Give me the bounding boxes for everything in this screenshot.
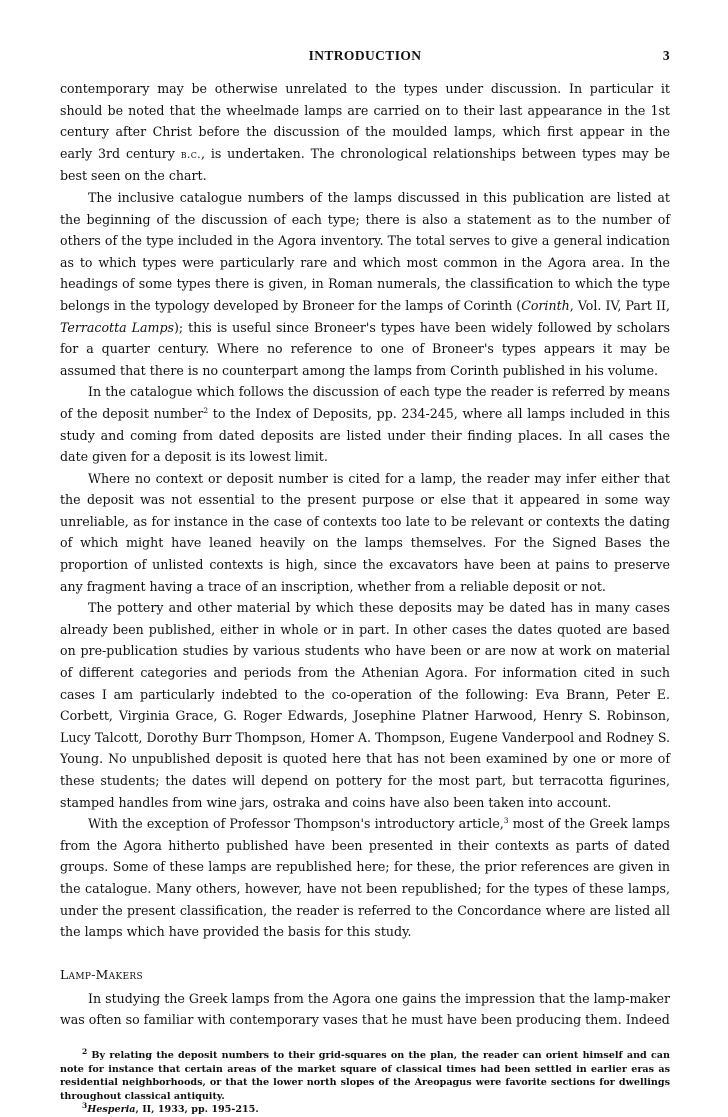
footnote-ref-3[interactable]: 3 [503, 816, 509, 825]
footnote-ref-2[interactable]: 2 [203, 405, 209, 415]
paragraph-6-text-b: most of the Greek lamps from the Agora hitherto published have been presented in their contexts as parts of dated groups. Some of these lamps are republished here; for these, the prior references are given in the catalogue. Many others, however, have not been republished; for the types of these lamps, under the present classification, the reader is referred to the Concordance where are listed all the lamps which have provided the basis for this study. [60, 816, 670, 940]
terracotta-lamps-title: Terracotta Lamps [60, 319, 174, 335]
paragraph-1-text-a: contemporary may be otherwise unrelated to the types under discussion. In particular it should be noted that the wheelmade lamps are carried on to their last appearance in the 1st century after Christ before the discussion of the moulded lamps, which first appear in the early 3rd century [60, 81, 670, 161]
corinth-title: Corinth [521, 297, 570, 313]
footnote-3-number: 3 [82, 1101, 88, 1111]
paragraph-6 [60, 813, 670, 943]
paragraph-2-text-c: ); this is useful since Broneer's types have been widely followed by scholars for a quarter century. Where no reference to one of Broneer's types appears it may be assumed that there is no counterpart among the lamps from Corinth published in his volume. [60, 319, 670, 378]
paragraph-2 [60, 187, 670, 381]
paragraph-3 [60, 381, 670, 467]
section-heading-lamp-makers: Lamp-Makers [60, 966, 143, 982]
era-abbreviation: b.c. [180, 147, 201, 161]
footnote-2 [60, 1046, 670, 1103]
running-head-title: INTRODUCTION [308, 48, 422, 63]
paragraph-5: The pottery and other material by which these deposits may be dated has in many cases already been published, either in whole or in part. In other cases the dates quoted are based on pre-publication studies by various students who have been or are now at work on material of different categories and periods from the Athenian Agora. For information cited in such cases I am particularly indebted to the co-operation of the following: Eva Brann, Peter E. Corbett, Virginia Grace, G. Roger Edwards, Josephine Platner Harwood, Henry S. Robinson, Lucy Talcott, Dorothy Burr Thompson, Homer A. Thompson, Eugene Vanderpool and Rodney S. Young. No unpublished deposit is quoted here that has not been examined by one or more of these students; the dates will depend on pottery for the most part, but terracotta figurines, stamped handles from wine jars, ostraka and coins have also been taken into account. [60, 600, 670, 810]
paragraph-1-text-b: , is undertaken. The chronological relationships between types may be best seen on the chart. [60, 145, 671, 184]
footnote-2-text: By relating the deposit numbers to their grid-squares on the plan, the reader can orient himself and can note for instance that certain areas of the market square of classical times had been settled in earlier eras as residential neighborhoods, or that the lower north slopes of the Areopagus were favorite sections for dwellings throughout classical antiquity. [60, 1049, 670, 1102]
hesperia-title: Hesperia [87, 1104, 136, 1116]
paragraph-2-text-a: The inclusive catalogue numbers of the lamps discussed in this publication are listed at the beginning of the discussion of each type; there is also a statement as to the number of others of the type included in the Agora inventory. The total serves to give a general indication as to which types were particularly rare and which most common in the Agora area. In the headings of some types there is given, in Roman numerals, the classification to which the type belongs in the typology developed by Broneer for the lamps of Corinth ( [60, 189, 670, 313]
paragraph-4: Where no context or deposit number is cited for a lamp, the reader may infer either that the deposit was not essential to the present purpose or else that it appeared in some way unreliable, as for instance in the case of contexts too late to be relevant or contexts the dating of which might have leaned heavily on the lamps themselves. For the Signed Bases the proportion of unlisted contexts is high, since the excavators have been at pains to preserve any fragment having a trace of an inscription, whether from a reliable deposit or not. [60, 470, 670, 594]
footnote-2-number: 2 [82, 1046, 88, 1056]
paragraph-3-text-a: In the catalogue which follows the discussion of each type the reader is referred by means of the deposit number [60, 384, 670, 421]
footnotes [60, 1046, 670, 1117]
paragraph-6-text-a: With the exception of Professor Thompson's introductory article, [88, 816, 504, 832]
paragraph-1 [60, 78, 670, 187]
footnote-3 [60, 1103, 670, 1117]
paragraph-3-text-b: to the Index of Deposits, pp. 234-245, where all lamps included in this study and coming from dated deposits are listed under their finding places. In all cases the date given for a deposit is its lowest limit. [60, 405, 670, 465]
body-text [60, 78, 670, 1031]
running-head [60, 48, 670, 66]
paragraph-2-text-b: , Vol. IV, Part II, [569, 297, 670, 313]
page-number: 3 [662, 48, 670, 63]
footnote-3-text: , II, 1933, pp. 195-215. [135, 1104, 259, 1116]
section-paragraph-1: In studying the Greek lamps from the Agora one gains the impression that the lamp-maker was often so familiar with contemporary vases that he must have been producing them. Indeed [60, 990, 670, 1028]
